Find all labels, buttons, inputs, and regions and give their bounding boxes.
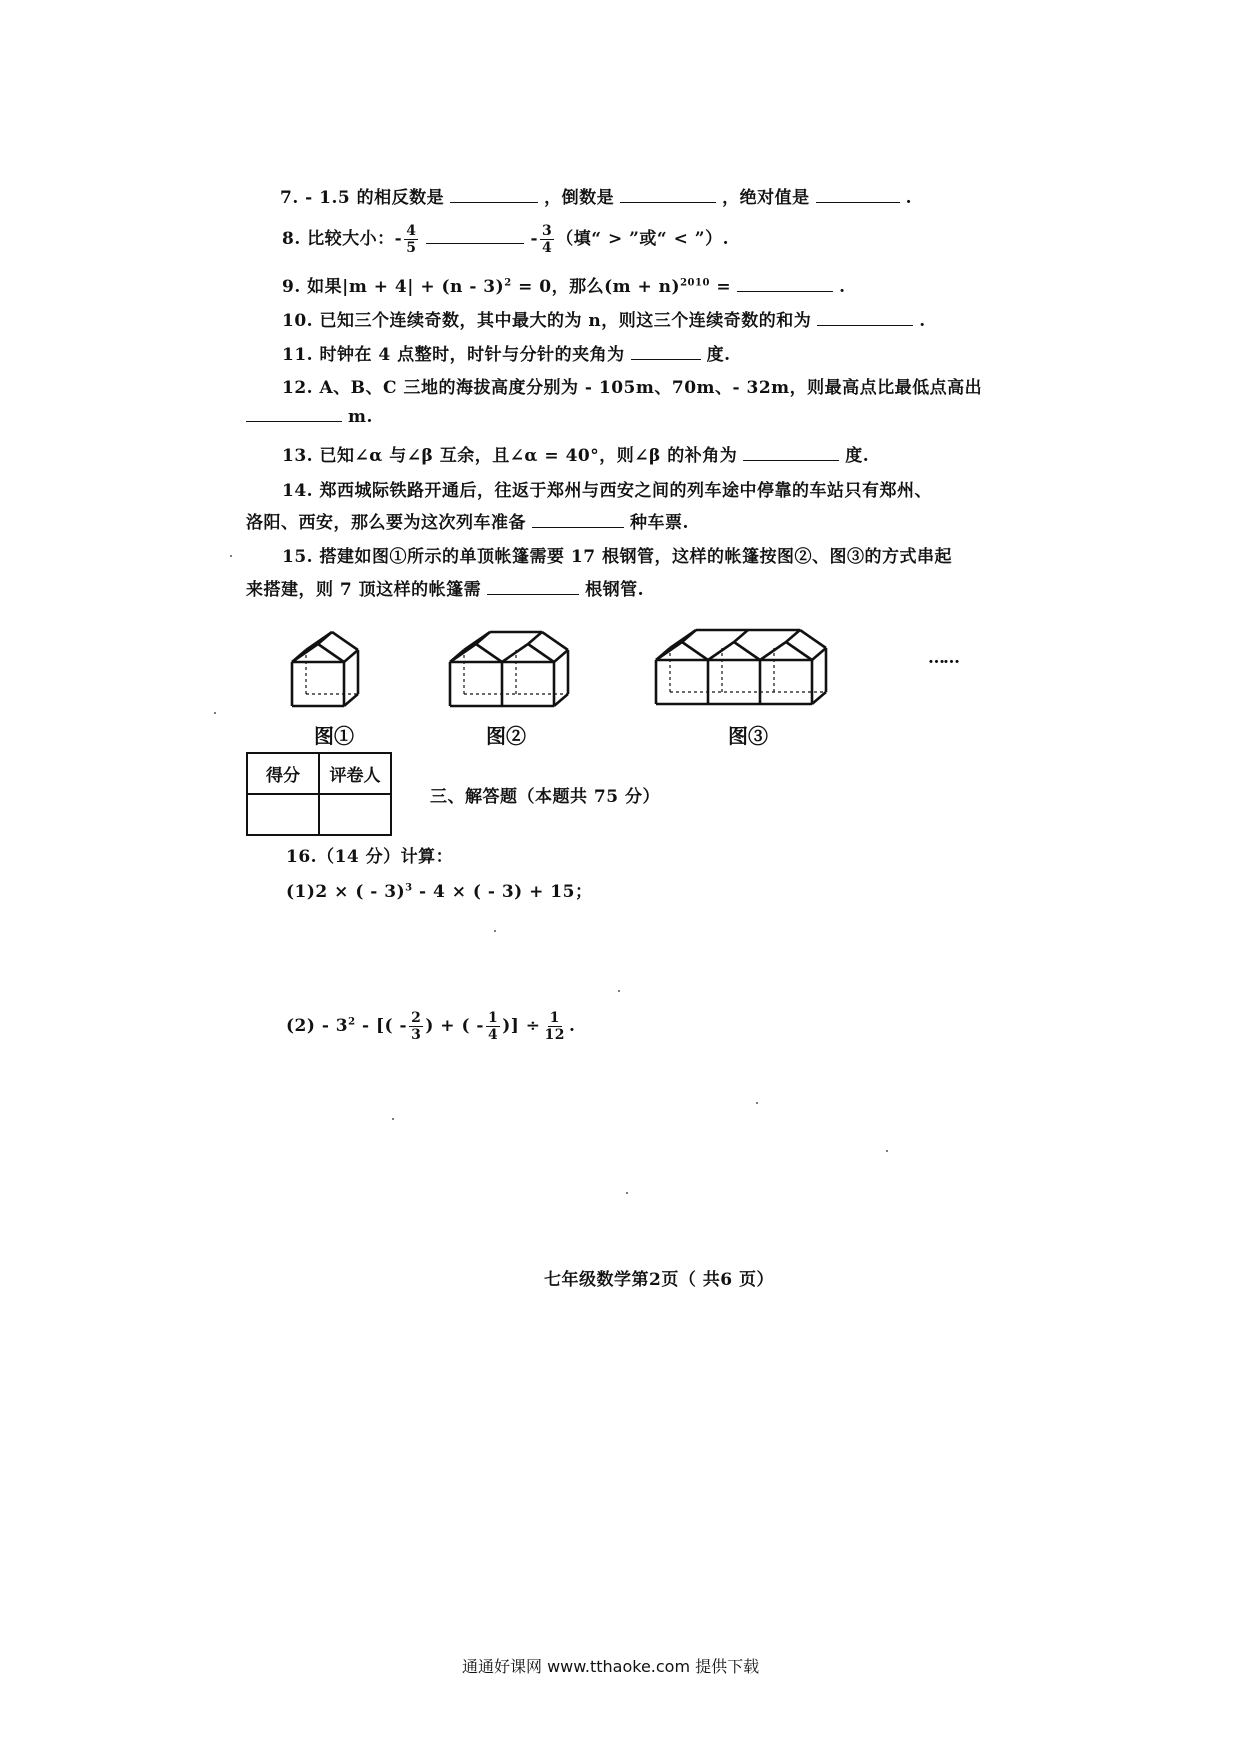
answer-blank[interactable] bbox=[816, 188, 900, 203]
tent-edge bbox=[344, 650, 358, 662]
question-11: 11. 时钟在 4 点整时，时针与分针的夹角为 度. bbox=[282, 345, 731, 365]
scan-speck bbox=[886, 1150, 888, 1152]
fraction: $\frac{1}{12}$ bbox=[544, 1010, 565, 1044]
tent-figure-2 bbox=[448, 620, 608, 710]
tent-edge bbox=[760, 642, 786, 660]
scan-speck bbox=[392, 1118, 394, 1120]
fraction: $\frac{1}{4}$ bbox=[487, 1010, 499, 1044]
answer-blank[interactable] bbox=[737, 277, 833, 292]
grader-cell[interactable] bbox=[319, 794, 391, 835]
answer-blank[interactable] bbox=[631, 345, 701, 360]
answer-blank[interactable] bbox=[817, 311, 913, 326]
tent-figure-3 bbox=[654, 618, 874, 710]
question-13: 13. 已知∠α 与∠β 互余，且∠α = 40°，则∠β 的补角为 度. bbox=[282, 446, 870, 466]
scan-speck bbox=[214, 712, 216, 714]
question-7: 7. - 1.5 的相反数是 ，倒数是 ，绝对值是 . bbox=[280, 188, 913, 208]
tent-edge bbox=[542, 632, 568, 650]
tent-edge bbox=[554, 650, 568, 662]
tent-edge bbox=[812, 692, 826, 704]
tent-edge bbox=[786, 642, 812, 660]
question-14-cont: 洛阳、西安，那么要为这次列车准备 种车票. bbox=[246, 513, 689, 533]
scan-speck bbox=[494, 930, 496, 932]
question-16-part2: $(2) - 3^2$ - [( - $\frac{2}{3}$ ) + ( - $\frac{1}{4}$ )] ÷ $\frac{1}{12}$ . bbox=[286, 1010, 576, 1044]
tent-edge bbox=[464, 632, 490, 650]
scan-speck bbox=[626, 1192, 628, 1194]
score-table bbox=[246, 752, 392, 836]
fraction: $\frac{4}{5}$ bbox=[406, 223, 417, 257]
tent-figure-1 bbox=[290, 620, 400, 710]
tent-edge bbox=[528, 644, 554, 662]
question-9: 9. 如果|m + 4| + (n - 3)$^2$ = 0，那么$(m + n)^{2010}$ = . bbox=[282, 277, 846, 297]
section-3-title: 三、解答题（本题共 75 分） bbox=[430, 787, 660, 807]
tent-edge bbox=[734, 630, 748, 642]
tent-edge bbox=[306, 632, 332, 650]
question-10: 10. 已知三个连续奇数，其中最大的为 n，则这三个连续奇数的和为 . bbox=[282, 311, 926, 331]
tent-edge bbox=[292, 644, 318, 662]
score-header: 得分 bbox=[247, 753, 319, 794]
page-number: 七年级数学第2页（ 共6 页） bbox=[544, 1270, 774, 1290]
tent-edge bbox=[656, 642, 682, 660]
answer-blank[interactable] bbox=[532, 513, 624, 528]
answer-blank[interactable] bbox=[426, 229, 524, 244]
scan-speck bbox=[618, 990, 620, 992]
answer-blank[interactable] bbox=[246, 407, 342, 422]
answer-blank[interactable] bbox=[743, 446, 839, 461]
answer-blank[interactable] bbox=[620, 188, 716, 203]
scan-speck bbox=[756, 1102, 758, 1104]
tent-edge bbox=[318, 644, 344, 662]
tent-edge bbox=[344, 694, 358, 706]
question-14: 14. 郑西城际铁路开通后，往返于郑州与西安之间的列车途中停靠的车站只有郑州、 bbox=[282, 481, 932, 501]
figure-label-3: 图③ bbox=[728, 724, 768, 748]
tent-edge bbox=[670, 630, 696, 648]
question-16-heading: 16.（14 分）计算： bbox=[286, 847, 454, 867]
tent-edge bbox=[800, 630, 826, 648]
question-15: 15. 搭建如图①所示的单顶帐篷需要 17 根钢管，这样的帐篷按图②、图③的方式串起 bbox=[282, 547, 952, 567]
figure-ellipsis: …… bbox=[928, 648, 958, 668]
tent-edge bbox=[734, 642, 760, 660]
tent-edge bbox=[450, 644, 476, 662]
figure-label-1: 图① bbox=[314, 724, 354, 748]
tent-edge bbox=[682, 642, 708, 660]
tent-edge bbox=[554, 694, 568, 706]
answer-blank[interactable] bbox=[487, 580, 579, 595]
fraction: $\frac{3}{4}$ bbox=[542, 223, 553, 257]
figure-label-2: 图② bbox=[486, 724, 526, 748]
fraction: $\frac{2}{3}$ bbox=[411, 1010, 422, 1044]
question-8: 8. 比较大小：- $\frac{4}{5}$ - $\frac{3}{4}$ （填“ > ”或“ < ”）. bbox=[282, 223, 729, 257]
question-16-part1: (1)2 × ( - 3)$^3$ - 4 × ( - 3) + 15； bbox=[286, 882, 593, 902]
scan-speck bbox=[230, 555, 232, 557]
tent-edge bbox=[528, 632, 542, 644]
answer-blank[interactable] bbox=[450, 188, 538, 203]
tent-edge bbox=[786, 630, 800, 642]
tent-edge bbox=[708, 642, 734, 660]
source-footer: 通通好课网 www.tthaoke.com 提供下载 bbox=[462, 1657, 760, 1676]
question-12: 12. A、B、C 三地的海拔高度分别为 - 105m、70m、- 32m，则最高点比最低点高出 bbox=[282, 378, 983, 398]
grader-header: 评卷人 bbox=[319, 753, 391, 794]
question-15-cont: 来搭建，则 7 顶这样的帐篷需 根钢管. bbox=[246, 580, 645, 600]
score-cell[interactable] bbox=[247, 794, 319, 835]
tent-edge bbox=[502, 644, 528, 662]
tent-edge bbox=[332, 632, 358, 650]
tent-edge bbox=[812, 648, 826, 660]
tent-edge bbox=[476, 644, 502, 662]
question-12-cont: m. bbox=[246, 407, 373, 427]
